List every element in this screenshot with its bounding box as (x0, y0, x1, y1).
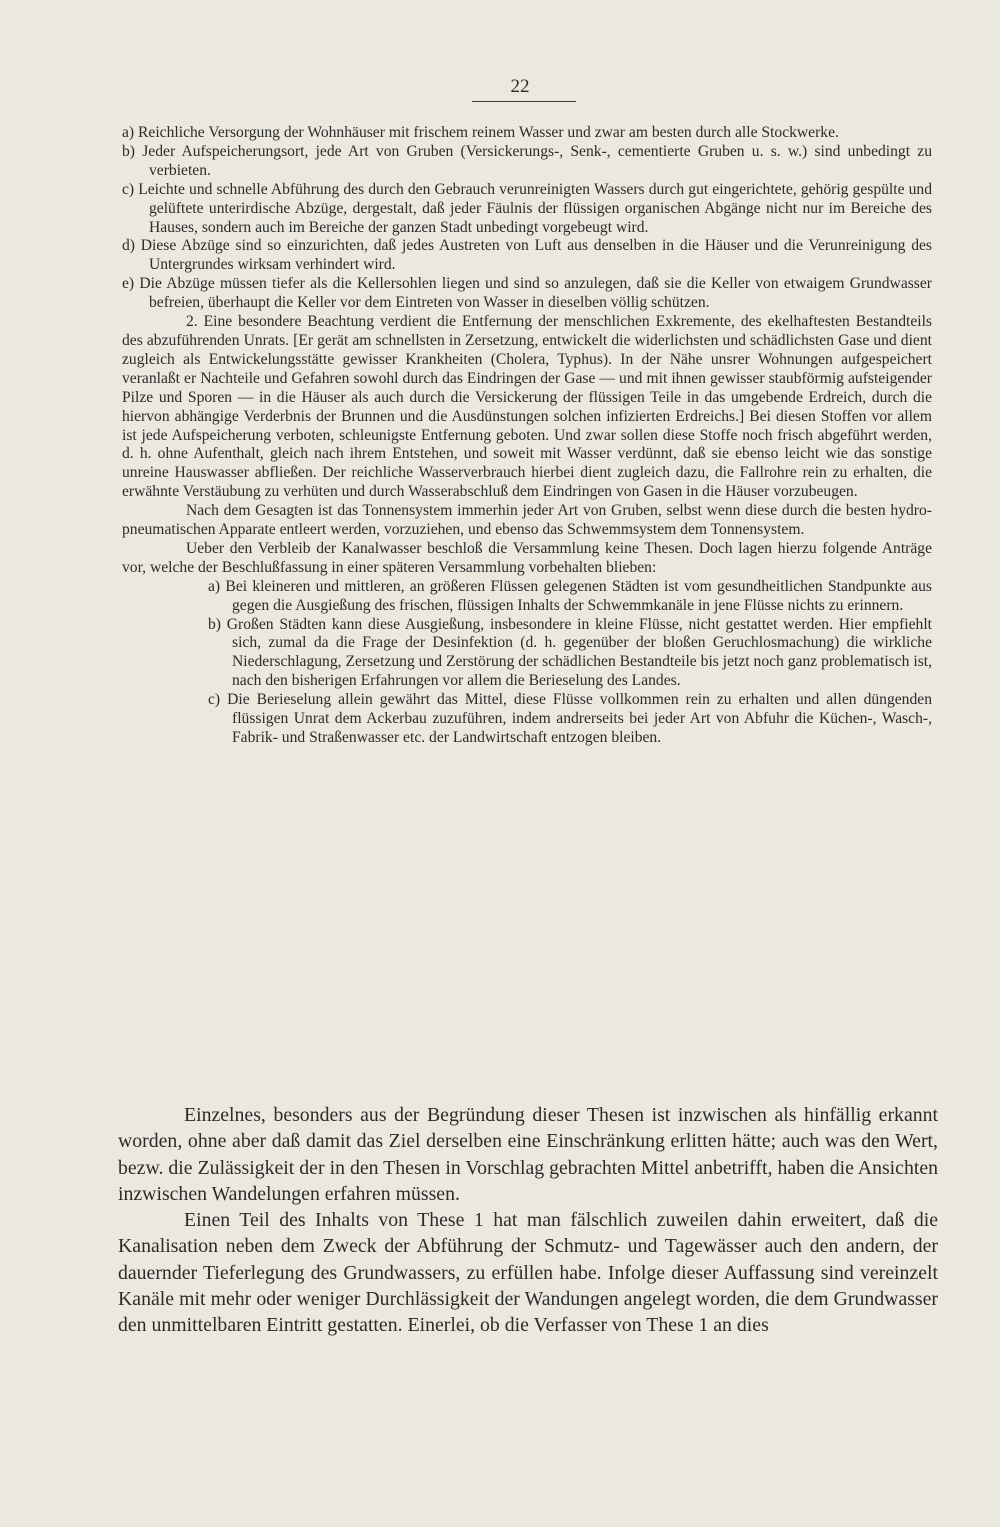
page-number: 22 (510, 76, 530, 97)
body-paragraph-1: Einzelnes, besonders aus der Begründung dieser Thesen ist inzwischen als hinfällig erkannt worden, ohne aber daß damit das Ziel derselben eine Einschränkung erlitten hätte; auch was den Wert, bezw. die Zulässigkeit der in den Thesen in Vorschlag gebrachten Mittel anbetrifft, haben die Ansichten inzwischen Wandelungen erfahren müssen. (118, 1104, 938, 1205)
antrag-item-a: a) Bei kleineren und mittleren, an größeren Flüssen gelegenen Städten ist vom gesundheitlichen Standpunkte aus gegen die Ausgießung des frischen, flüssigen Inhalts der Schwemmkanäle in jene Flüsse nichts zu erinnern. (208, 577, 933, 614)
antrag-item-b: b) Großen Städten kann diese Ausgießung, insbesondere in kleine Flüsse, nicht gestattet werden. Hier empfiehlt sich, zumal da die Frage der Desinfektion (d. h. gegenüber der bloßen Geruchlosmachung) die wirkliche Niederschlagung, Zersetzung und Zerstörung der schädlichen Bestandteile bis jetzt noch ganz problematisch ist, nach den bisherigen Erfahrungen vor allem die Berieselung des Landes. (208, 615, 932, 690)
antrag-item-c: c) Die Berieselung allein gewährt das Mittel, diese Flüsse vollkommen rein zu erhalten und allen düngenden flüssigen Unrat dem Ackerbau zuzuführen, indem andrerseits bei jeder Art von Abfuhr die Küchen-, Wasch-, Fabrik- und Straßenwasser etc. der Landwirtschaft entzogen bleiben. (208, 691, 932, 746)
point-2-paragraph: 2. Eine besondere Beachtung verdient die Entfernung der menschlichen Exkremente, des ekelhaftesten Bestandteils des abzuführenden Unrats. [Er gerät am schnellsten in Zersetzung, entwickelt die widerlichsten und schädlichsten Gase und dient zugleich als Entwickelungsstätte gewisser Krankheiten (Cholera, Typhus). In der Nähe unsrer Wohnungen aufgespeichert veranlaßt er Nachteile und Gefahren sowohl durch das Eindringen der Gase — und mit ihnen gewisser staubförmig aufsteigender Pilze und Sporen — in die Häuser als auch durch die Versickerung der flüssigen Teile in das umgebende Erdreich, durch die hiervon abhängige Verderbnis der Brunnen und die Ausdünstungen solchen infizierten Erdreichs.] Bei diesen Stoffen vor allem ist jede Aufspeicherung verboten, schleunigste Entfernung geboten. Und zwar sollen diese Stoffe noch frisch abgeführt werden, d. h. ohne Aufenthalt, gleich nach ihrem Entstehen, und soweit mit Wasser verdünnt, daß sie ebenso leicht wie das sonstige unreine Hauswasser abfließen. Der reichliche Wasserverbrauch hierbei dient zugleich dazu, die Fallrohre rein zu erhalten, die erwähnte Verstäubung zu verhüten und durch Wasserabschluß dem Eindringen von Gasen in die Häuser vorzubeugen. (122, 313, 932, 501)
theses-block (122, 124, 932, 748)
thesis-item-a: a) Reichliche Versorgung der Wohnhäuser mit frischem reinem Wasser und zwar am besten durch alle Stockwerke. (122, 124, 839, 141)
nach-paragraph: Nach dem Gesagten ist das Tonnensystem immerhin jeder Art von Gruben, selbst wenn diese durch die besten hydro-pneumatischen Apparate entleert werden, vorzuziehen, und ebenso das Schwemmsystem dem Tonnensystem. (122, 502, 932, 539)
thesis-item-c: c) Leichte und schnelle Abführung des durch den Gebrauch verunreinigten Wassers durch gut eingerichtete, gehörig gespülte und gelüftete unterirdische Abzüge, dergestalt, daß jeder Fäulnis der flüssigen organischen Abgänge nicht nur im Bereiche des Hauses, sondern auch im Bereiche der ganzen Stadt unbedingt vorgebeugt wird. (122, 180, 932, 236)
ueber-paragraph: Ueber den Verbleib der Kanalwasser beschloß die Versammlung keine Thesen. Doch lagen hierzu folgende Anträge vor, welche der Beschlußfassung in einer späteren Versammlung vorbehalten blieben: (122, 539, 932, 576)
body-text (118, 1102, 938, 1339)
thesis-item-b: b) Jeder Aufspeicherungsort, jede Art von Gruben (Versickerungs-, Senk-, cementierte Gruben u. s. w.) sind unbedingt zu verbieten. (122, 142, 932, 179)
thesis-item-e: e) Die Abzüge müssen tiefer als die Kellersohlen liegen und sind so anzulegen, daß sie die Keller von etwaigem Grundwasser befreien, überhaupt die Keller vor dem Eintreten von Wasser in dieselben völlig schützen. (122, 275, 932, 312)
thesis-item-d: d) Diese Abzüge sind so einzurichten, daß jedes Austreten von Luft aus denselben in die Häuser und die Verunreinigung des Untergrundes wirksam verhindert wird. (122, 237, 932, 274)
page-number-rule (472, 101, 576, 102)
body-paragraph-2: Einen Teil des Inhalts von These 1 hat man fälschlich zuweilen dahin erweitert, daß die Kanalisation neben dem Zweck der Abführung der Schmutz- und Tagewässer auch den andern, der dauernder Tieferlegung des Grundwassers, zu erfüllen habe. Infolge dieser Auffassung sind vereinzelt Kanäle mit mehr oder weniger Durchlässigkeit der Wandungen angelegt worden, die dem Grundwasser den unmittelbaren Eintritt gestatten. Einerlei, ob die Verfasser von These 1 an dies (118, 1209, 938, 1337)
